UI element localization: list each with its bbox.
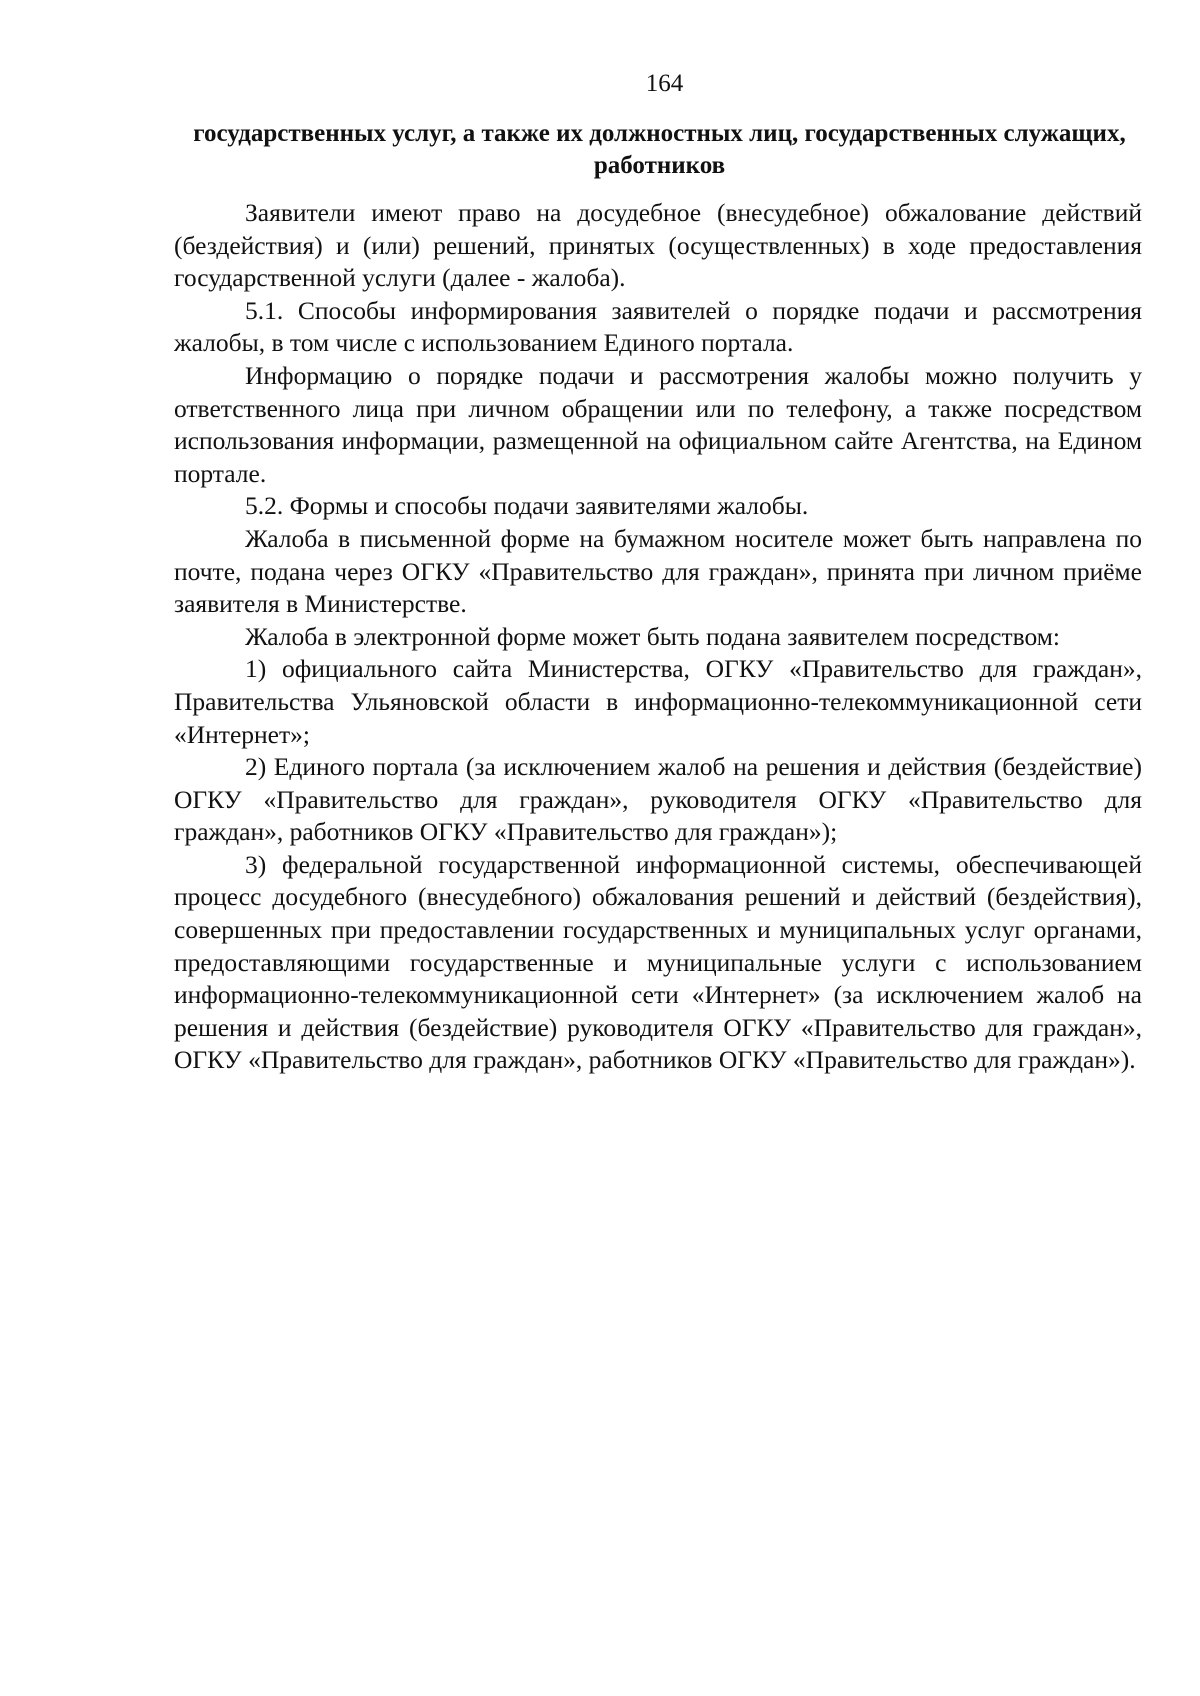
paragraph-information-sources: Информацию о порядке подачи и рассмотрения жалобы можно получить у ответственного лица при личном обращении или по телефону, а также посредством использования информации, размещенной на официальном сайте Агентства, на Едином портале. (174, 360, 1142, 488)
paragraph-paper-complaint: Жалоба в письменной форме на бумажном носителе может быть направлена по почте, подана через ОГКУ «Правительство для граждан», принята при личном приёме заявителя в Министерстве. (174, 523, 1142, 619)
list-item-official-site: 1) официального сайта Министерства, ОГКУ «Правительство для граждан», Правительства Ульяновской области в информационно-телекоммуникационной сети «Интернет»; (174, 654, 1142, 749)
page-number: 164 (645, 70, 684, 97)
list-item-unified-portal: 2) Единого портала (за исключением жалоб на решения и действия (бездействие) ОГКУ «Правительство для граждан», руководителя ОГКУ «Правительство для граждан», работников ОГКУ «Правительство для граждан»); (174, 752, 1142, 847)
paragraph-right-to-appeal: Заявители имеют право на досудебное (внесудебное) обжалование действий (бездействия) и (или) решений, принятых (осуществленных) в ходе предоставления государственной услуги (далее - жалоба). (174, 198, 1142, 293)
paragraph-5-1-informing-methods: 5.1. Способы информирования заявителей о порядке подачи и рассмотрения жалобы, в том числе с использованием Единого портала. (174, 295, 1142, 358)
document-body (174, 197, 1142, 1077)
paragraph-electronic-complaint: Жалоба в электронной форме может быть подана заявителем посредством: (245, 621, 1060, 651)
section-heading: государственных услуг, а также их должностных лиц, государственных служащих, работников (193, 120, 1126, 179)
list-item-federal-system: 3) федеральной государственной информационной системы, обеспечивающей процесс досудебного (внесудебного) обжалования решений и действий (бездействия), совершенных при предоставлении государственных и муниципальных услуг органами, предоставляющими государственные и муниципальные услуги с использованием информационно-телекоммуникационной сети «Интернет» (за исключением жалоб на решения и действия (бездействие) руководителя ОГКУ «Правительство для граждан», ОГКУ «Правительство для граждан», работников ОГКУ «Правительство для граждан»). (174, 849, 1142, 1075)
paragraph-5-2-submission-forms: 5.2. Формы и способы подачи заявителями жалобы. (245, 491, 809, 521)
